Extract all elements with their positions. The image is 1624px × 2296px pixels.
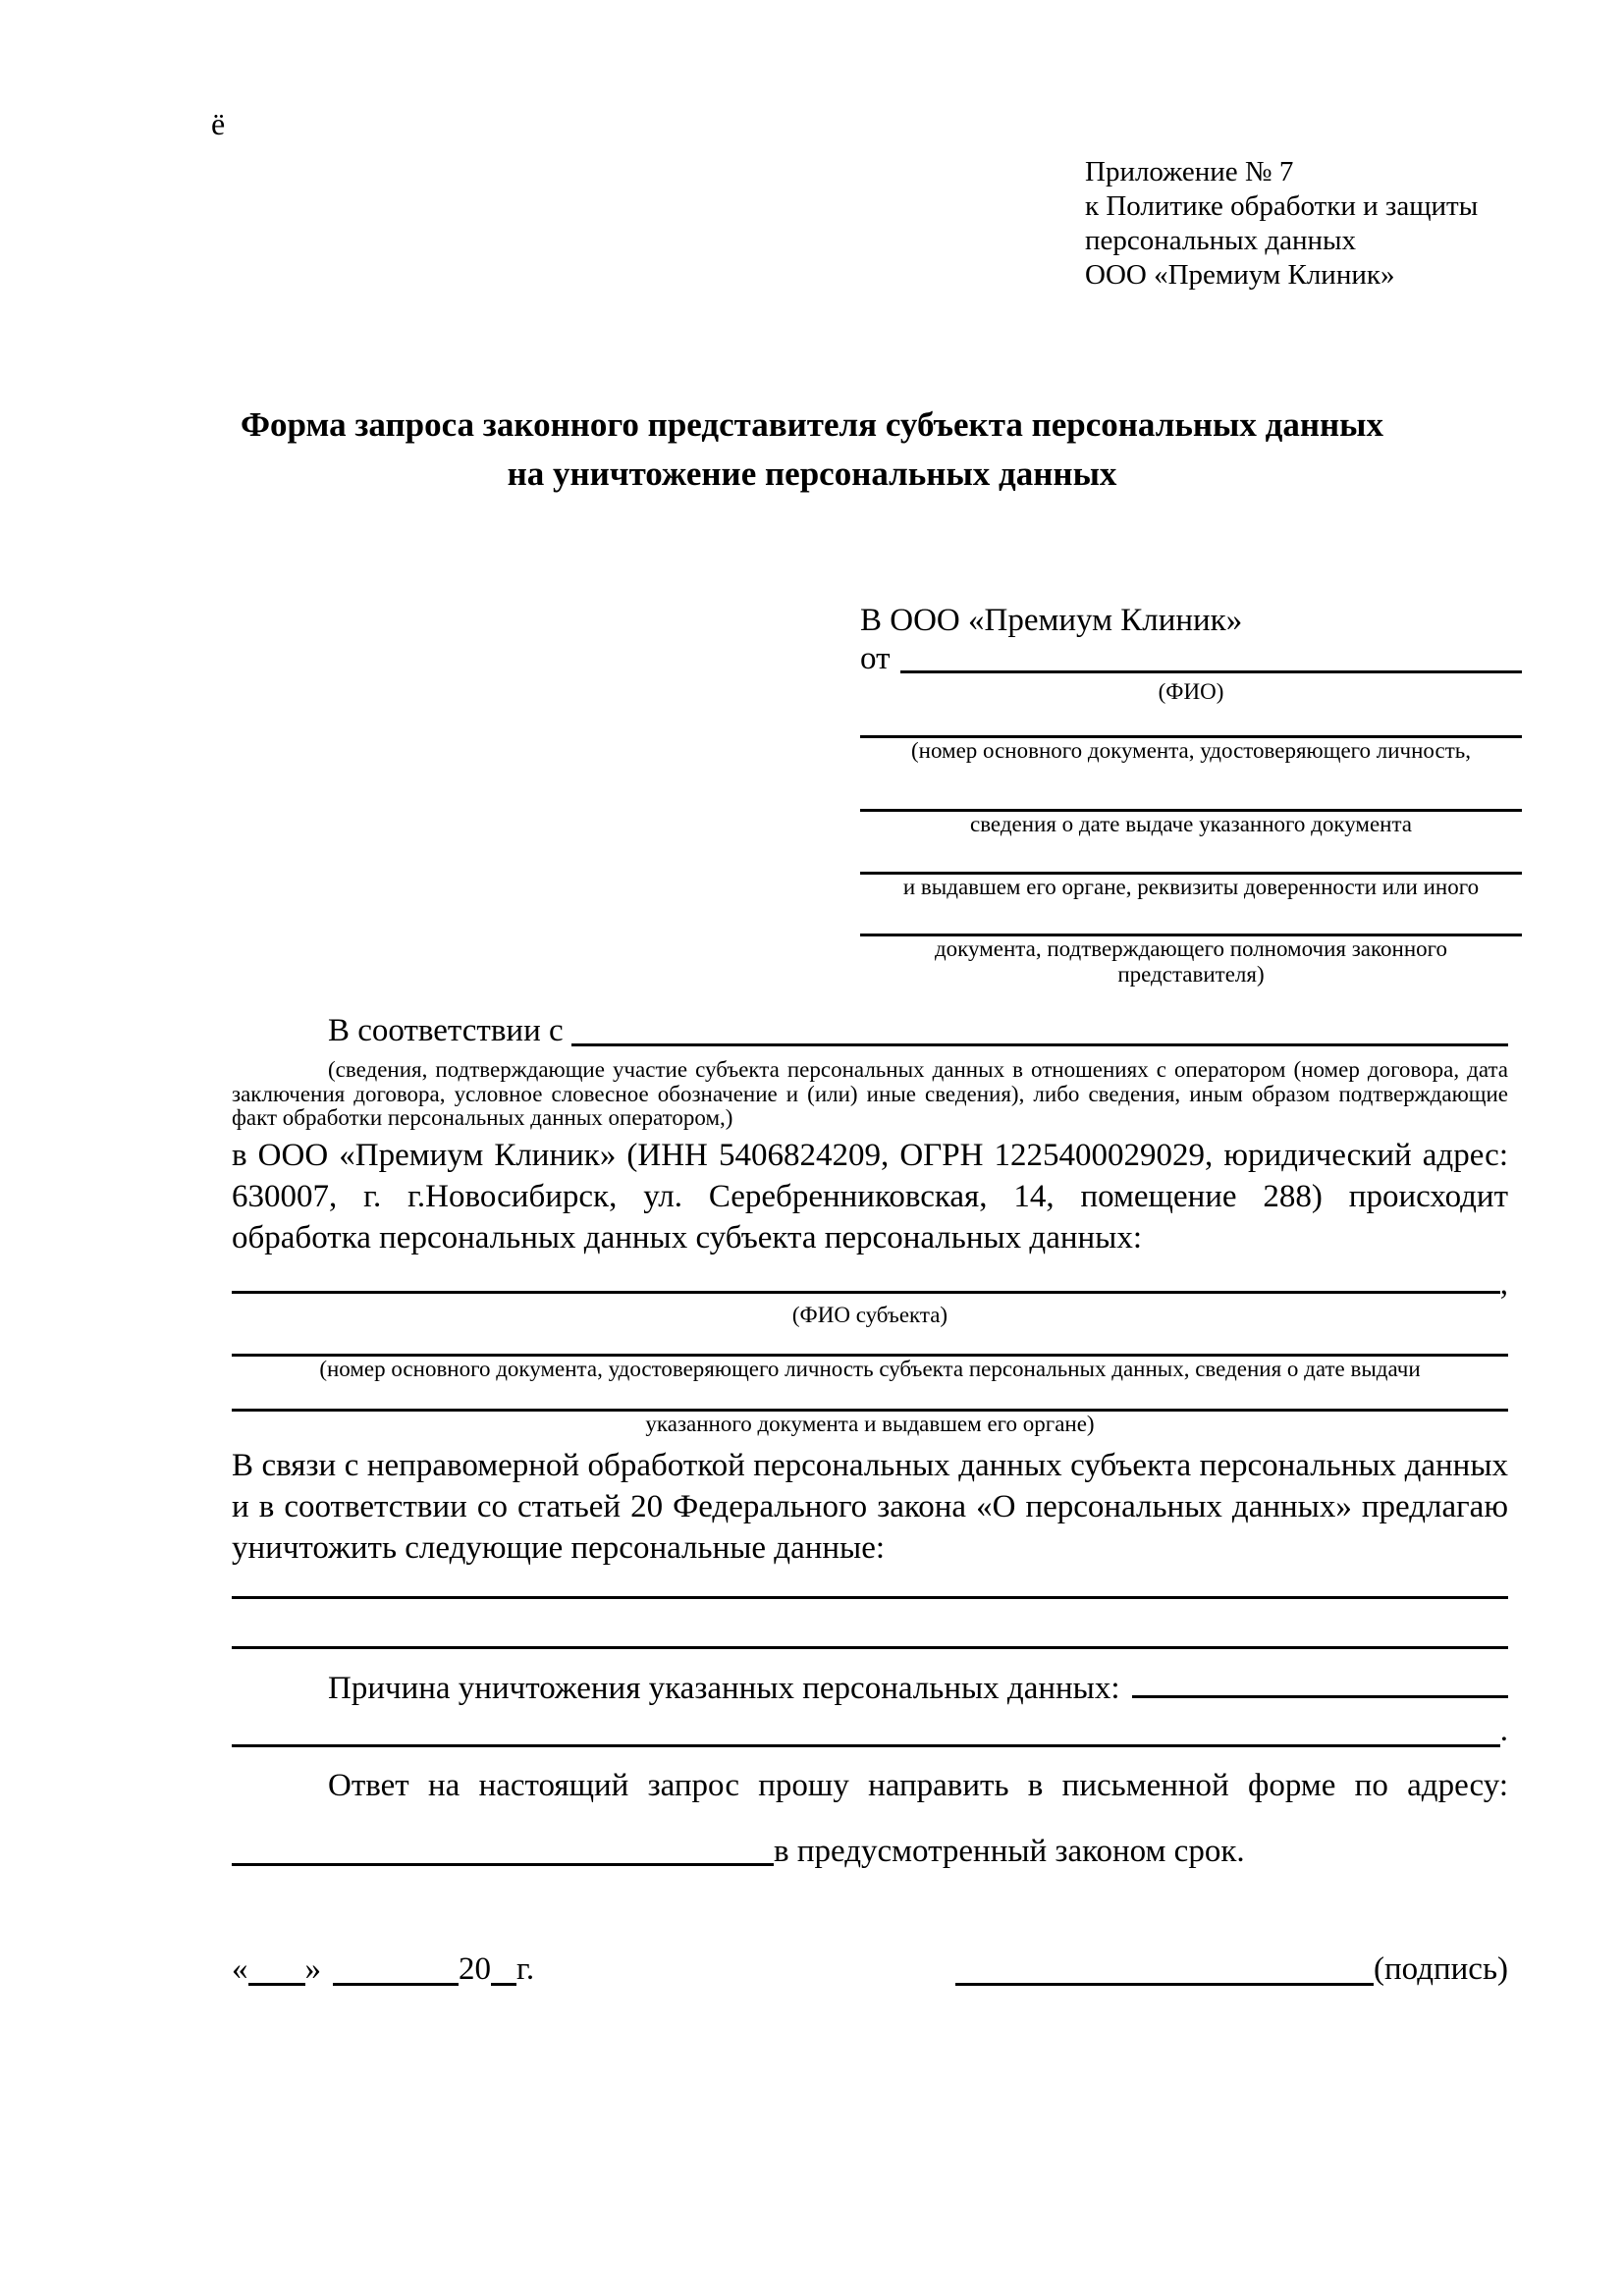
trailing-comma: ,	[1499, 1265, 1508, 1302]
subject-fio-caption: (ФИО субъекта)	[791, 1302, 948, 1327]
doc-authority-caption: и выдавшем его органе, реквизиты доверенности или иного	[902, 875, 1480, 899]
accordance-row	[232, 1011, 1508, 1046]
doc-authority-blank-line	[860, 837, 1522, 875]
subject-fio-blank-line	[232, 1258, 1500, 1294]
doc-number-caption: (номер основного документа, удостоверяющего личность,	[910, 738, 1471, 763]
from-label: от	[860, 641, 891, 676]
date-group	[232, 1952, 534, 1986]
header-line-1: Приложение № 7	[1085, 156, 1294, 187]
appendix-header	[1085, 155, 1537, 293]
reason-continuation-row	[232, 1712, 1508, 1747]
doc-powers-caption: документа, подтверждающего полномочия законного представителя)	[934, 936, 1447, 987]
subject-doc-caption-1: (номер основного документа, удостоверяющего личность субъекта персональных данных, сведения о дате выдачи	[319, 1356, 1421, 1381]
accordance-note: (сведения, подтверждающие участие субъекта персональных данных в отношениях с оператором (номер договора, дата заключения договора, условное словесное обозначение и (или) иные сведения), либо сведения, иным образом подтверждающие факт обработки персональных данных оператором,)	[232, 1057, 1508, 1130]
reply-tail: в предусмотренный законом срок.	[774, 1833, 1245, 1869]
document-title	[174, 400, 1450, 499]
operator-paragraph: в ООО «Премиум Клиник» (ИНН 5406824209, ОГРН 1225400029029, юридический адрес: 630007, г. г.Новосибирск, ул. Серебренниковская, 14, помещение 288) происходит обработка персональных данных субъекта персональных данных:	[232, 1137, 1508, 1255]
from-row	[860, 640, 1522, 676]
header-line-3: персональных данных	[1085, 225, 1357, 256]
signature-blank-line	[955, 1953, 1374, 1986]
representative-fio-blank-line	[900, 641, 1523, 673]
accordance-blank-line	[571, 1012, 1508, 1046]
title-line-1: Форма запроса законного представителя субъекта персональных данных	[241, 405, 1383, 444]
reply-paragraph: Ответ на настоящий запрос прошу направить в письменной форме по адресу:	[328, 1767, 1508, 1803]
fio-caption: (ФИО)	[1158, 679, 1224, 704]
main-body	[232, 1011, 1508, 1986]
day-blank-line	[248, 1953, 305, 1986]
reason-label: Причина уничтожения указанных персональных данных:	[328, 1670, 1120, 1706]
doc-powers-blank-line	[860, 900, 1522, 936]
accordance-label: В соответствии с	[328, 1013, 564, 1048]
date-signature-row	[232, 1947, 1508, 1986]
reason-blank-line	[1132, 1663, 1508, 1698]
quote-close: »	[304, 1950, 321, 1987]
doc-date-caption: сведения о дате выдаче указанного документа	[969, 812, 1413, 836]
reason-row	[232, 1663, 1508, 1708]
title-line-2: на уничтожение персональных данных	[507, 454, 1117, 493]
reply-address-blank-line	[232, 1838, 774, 1866]
stray-char: ё	[211, 106, 226, 141]
trailing-period: .	[1499, 1712, 1508, 1748]
year-prefix: 20	[459, 1950, 491, 1987]
quote-open: «	[232, 1950, 248, 1987]
addressee-to: В ООО «Премиум Клиник»	[860, 603, 1243, 638]
subject-doc-blank-line-2	[232, 1382, 1508, 1412]
demand-paragraph: В связи с неправомерной обработкой персональных данных субъекта персональных данных и в соответствии со статьей 20 Федерального закона «О персональных данных» предлагаю уничтожить следующие персональные данные:	[232, 1447, 1508, 1566]
subject-doc-caption-2: указанного документа и выдавшем его органе)	[645, 1411, 1095, 1436]
doc-date-blank-line	[860, 764, 1522, 812]
month-blank-line	[333, 1953, 459, 1986]
year-suffix: г.	[516, 1950, 535, 1987]
subject-fio-line-row	[232, 1258, 1508, 1303]
subject-doc-blank-line-1	[232, 1328, 1508, 1357]
reason-blank-line-2	[232, 1715, 1500, 1747]
signature-caption: (подпись)	[1374, 1950, 1508, 1987]
year-blank-line	[491, 1953, 516, 1986]
data-blank-line-2	[232, 1599, 1508, 1649]
header-line-4: ООО «Премиум Клиник»	[1085, 259, 1395, 291]
header-line-2: к Политике обработки и защиты	[1085, 190, 1479, 222]
reply-address-row	[232, 1833, 1508, 1869]
doc-number-blank-line	[860, 705, 1522, 738]
addressee-block	[860, 601, 1522, 988]
signature-group	[955, 1952, 1508, 1986]
